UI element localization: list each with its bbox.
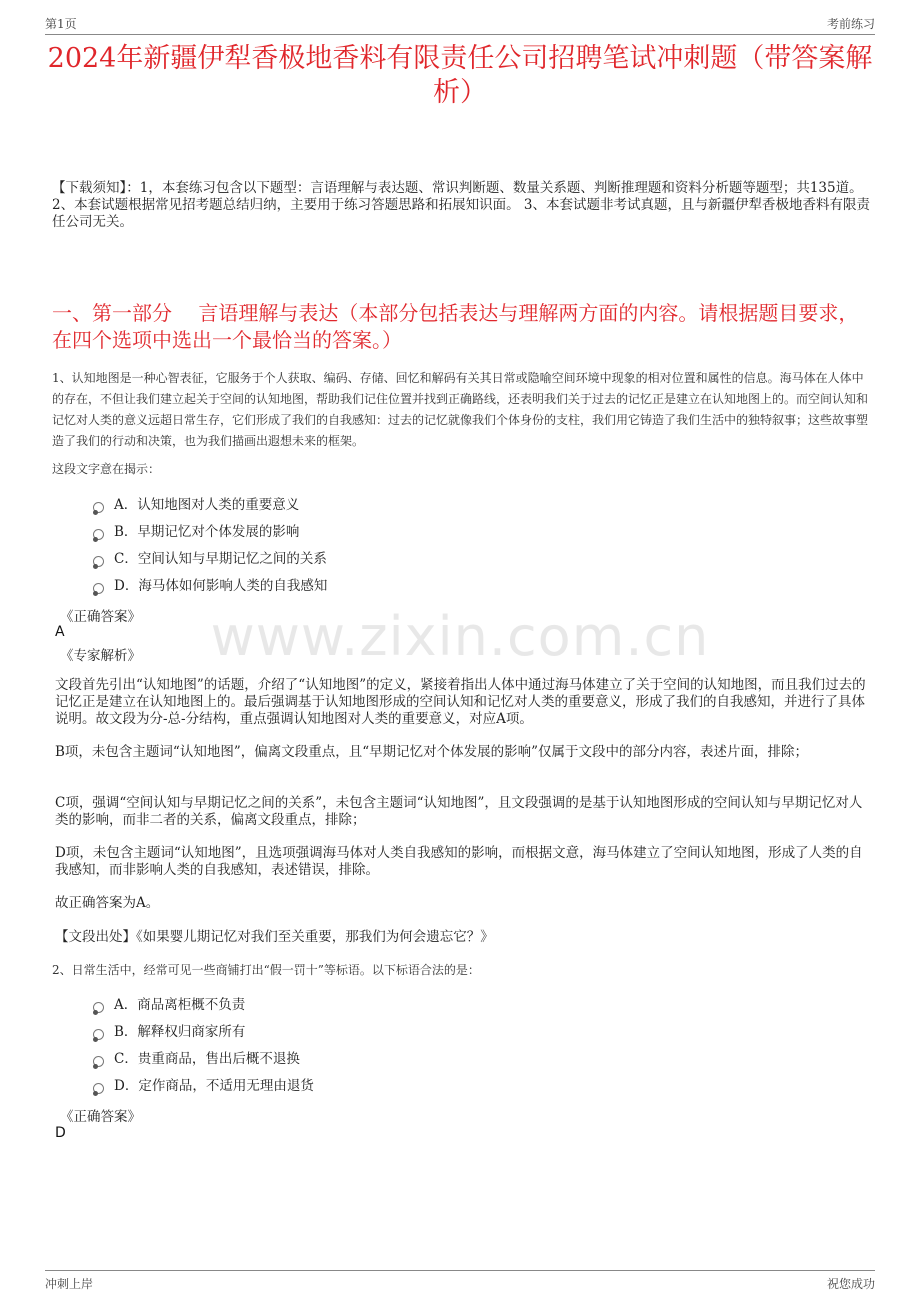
- q2-option-d[interactable]: [93, 1076, 314, 1096]
- radio-icon[interactable]: [93, 1029, 104, 1040]
- q2-option-b[interactable]: [93, 1022, 245, 1042]
- q1-answer: A: [55, 624, 65, 640]
- option-label: D．定作商品，不适用无理由退货: [114, 1078, 314, 1094]
- q2-answer: D: [55, 1125, 66, 1141]
- option-label: B．解释权归商家所有: [114, 1024, 246, 1040]
- footer-right: 祝您成功: [826, 1277, 875, 1291]
- q1-source: 【文段出处】《如果婴儿期记忆对我们至关重要，那我们为何会遗忘它？》: [55, 929, 494, 945]
- question-1-text: 1、认知地图是一种心智表征，它服务于个人获取、编码、存储、回忆和解码有关其日常或隐喻空间环境中现象的相对位置和属性的信息。海马体在人体中的存在，不但让我们建立起关于空间的认知地图，帮助我们记住位置并找到正确路线，还表明我们关于过去的记忆正是建立在认知地图上的。而空间认知和记忆对人类的意义远超日常生存，它们形成了我们的自我感知：过去的记忆就像我们个体身份的支柱，我们用它铸造了我们生活中的独特叙事；这些故事塑造了我们的行动和决策，也为我们描画出遐想未来的框架。: [52, 371, 869, 448]
- radio-icon[interactable]: [93, 556, 104, 567]
- radio-icon[interactable]: [93, 1083, 104, 1094]
- q1-analysis-para: B项，未包含主题词“认知地图”，偏离文段重点，且“早期记忆对个体发展的影响”仅属于文段中的部分内容，表述片面，排除；: [55, 744, 809, 760]
- radio-icon[interactable]: [93, 529, 104, 540]
- option-label: A．认知地图对人类的重要意义: [114, 497, 300, 513]
- q1-answer-label: 《正确答案》: [60, 609, 141, 625]
- option-label: D．海马体如何影响人类的自我感知: [114, 578, 328, 594]
- page-header: [45, 12, 875, 35]
- option-label: B．早期记忆对个体发展的影响: [114, 524, 300, 540]
- question-1-prompt: 这段文字意在揭示：: [52, 462, 161, 476]
- q1-option-a[interactable]: [93, 495, 299, 515]
- q1-analysis-label: 《专家解析》: [60, 648, 141, 664]
- q1-analysis-para: 文段首先引出“认知地图”的话题，介绍了“认知地图”的定义，紧接着指出人体中通过海马体建立了关于空间的认知地图，而且我们过去的记忆正是建立在认知地图上的。最后强调基于认知地图形成的空间认知和记忆对人类的重要意义，形成了我们的自我感知，并进行了具体说明。故文段为分-总-分结构，重点强调认知地图对人类的重要意义，对应A项。: [55, 677, 866, 727]
- q2-option-c[interactable]: [93, 1049, 300, 1069]
- q1-analysis-para: C项，强调“空间认知与早期记忆之间的关系”，未包含主题词“认知地图”，且文段强调的是基于认知地图形成的空间认知与早期记忆对人类的影响，而非二者的关系，偏离文段重点，排除；: [55, 795, 863, 828]
- q1-option-c[interactable]: [93, 549, 327, 569]
- watermark: www.zixin.com.cn: [210, 605, 710, 668]
- radio-icon[interactable]: [93, 1056, 104, 1067]
- header-label: 考前练习: [826, 17, 875, 31]
- q1-analysis-conclusion: 故正确答案为A。: [55, 895, 160, 911]
- option-label: A．商品离柜概不负责: [114, 997, 246, 1013]
- radio-icon[interactable]: [93, 583, 104, 594]
- download-notice: 【下载须知】：1，本套练习包含以下题型：言语理解与表达题、常识判断题、数量关系题、判断推理题和资料分析题等题型；共135道。 2、本套试题根据常见招考题总结归纳，主要用于练习答题思路和拓展知识面。 3、本套试题非考试真题，且与新疆伊犁香极地香料有限责任公司无关。: [52, 180, 870, 230]
- q1-option-d[interactable]: [93, 576, 327, 596]
- question-2-text: 2、日常生活中，经常可见一些商铺打出“假一罚十”等标语。以下标语合法的是：: [52, 963, 480, 977]
- q1-analysis-para: D项，未包含主题词“认知地图”，且选项强调海马体对人类自我感知的影响，而根据文意，海马体建立了空间认知地图，形成了人类的自我感知，而非影响人类的自我感知，表述错误，排除。: [55, 845, 863, 878]
- radio-icon[interactable]: [93, 502, 104, 513]
- document-title: 2024年新疆伊犁香极地香料有限责任公司招聘笔试冲刺题（带答案解析）: [47, 43, 873, 108]
- option-label: C．贵重商品，售出后概不退换: [114, 1051, 300, 1067]
- page-footer: [45, 1270, 875, 1293]
- option-label: C．空间认知与早期记忆之间的关系: [114, 551, 327, 567]
- section-heading: 一、第一部分 言语理解与表达（本部分包括表达与理解两方面的内容。请根据题目要求，在四个选项中选出一个最恰当的答案。）: [52, 301, 859, 352]
- page-number: 第1页: [45, 17, 77, 31]
- q2-option-a[interactable]: [93, 995, 245, 1015]
- footer-left: 冲刺上岸: [45, 1277, 94, 1291]
- q1-option-b[interactable]: [93, 522, 299, 542]
- q2-answer-label: 《正确答案》: [60, 1109, 141, 1125]
- radio-icon[interactable]: [93, 1002, 104, 1013]
